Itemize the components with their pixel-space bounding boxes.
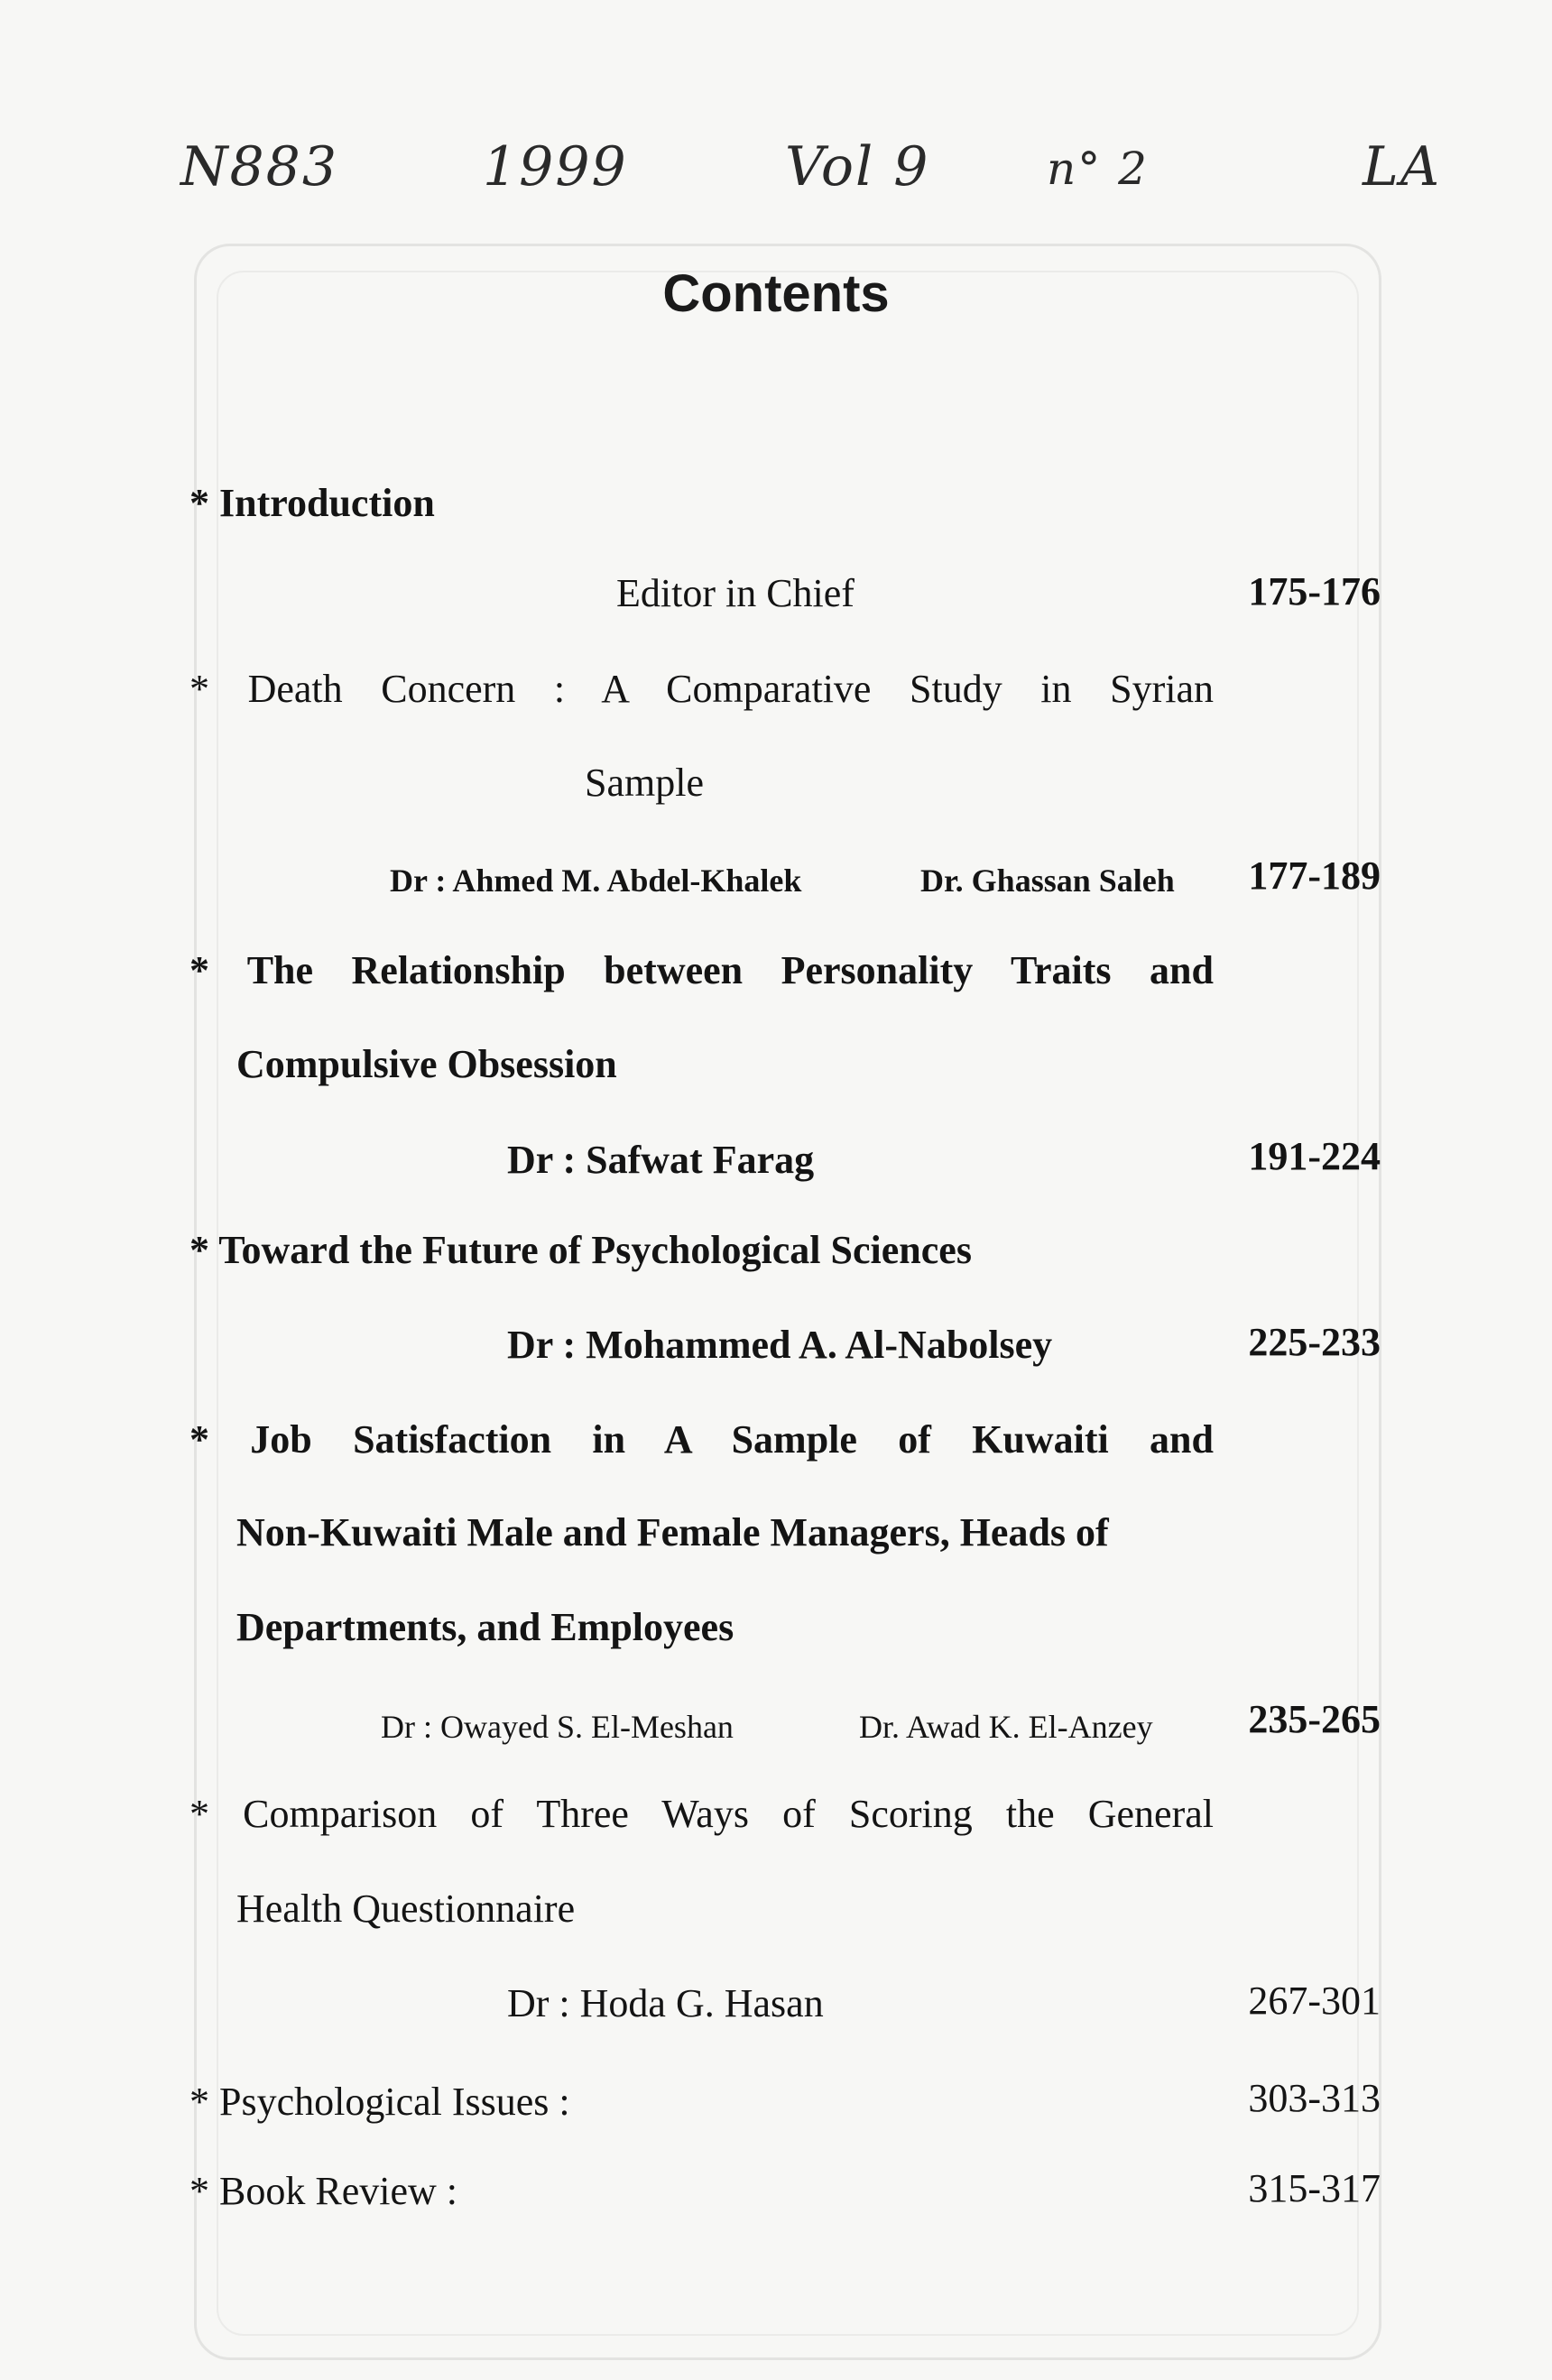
entry-title-line: Compulsive Obsession: [236, 1042, 617, 1086]
handwritten-number: n° 2: [1047, 143, 1149, 195]
entry-author: Dr : Safwat Farag: [507, 1138, 815, 1182]
handwritten-volume: Vol 9: [785, 135, 930, 198]
entry-title-line: * Introduction: [189, 481, 435, 525]
entry-pages: 191-224: [1248, 1134, 1381, 1178]
handwritten-mark: LA: [1363, 135, 1442, 198]
entry-pages: 267-301: [1248, 1979, 1381, 2023]
entry-title-line: Departments, and Employees: [236, 1605, 734, 1649]
entry-author: Dr : Owayed S. El-Meshan: [381, 1709, 734, 1745]
entry-pages: 177-189: [1248, 853, 1381, 898]
entry-title-line: * Book Review :: [189, 2169, 457, 2213]
entry-author: Dr : Mohammed A. Al-Nabolsey: [507, 1323, 1053, 1367]
entry-author: Editor in Chief: [616, 571, 855, 615]
page-title: Contents: [662, 264, 890, 323]
entry-pages: 175-176: [1248, 569, 1381, 613]
entry-title-line: * The Relationship between Personality Traits and: [189, 948, 1214, 992]
entry-author: Dr : Hoda G. Hasan: [507, 1981, 824, 2025]
entry-pages: 303-313: [1248, 2076, 1381, 2120]
entry-title-line: * Toward the Future of Psychological Sciences: [189, 1228, 972, 1272]
entry-title-line: * Job Satisfaction in A Sample of Kuwaiti and: [189, 1417, 1214, 1462]
entry-title-line: Non-Kuwaiti Male and Female Managers, Heads of: [236, 1510, 1109, 1554]
entry-title-line: Sample: [585, 761, 704, 805]
entry-author: Dr. Ghassan Saleh: [920, 863, 1175, 899]
handwritten-year: 1999: [483, 135, 628, 198]
entry-title-line: * Psychological Issues :: [189, 2080, 570, 2124]
entry-pages: 225-233: [1248, 1320, 1381, 1364]
entry-author: Dr. Awad K. El-Anzey: [859, 1709, 1153, 1745]
entry-title-line: * Death Concern : A Comparative Study in Syrian: [189, 667, 1214, 711]
entry-title-line: Health Questionnaire: [236, 1886, 576, 1931]
entry-author: Dr : Ahmed M. Abdel-Khalek: [390, 863, 802, 899]
entry-pages: 235-265: [1248, 1697, 1381, 1741]
entry-title-line: * Comparison of Three Ways of Scoring the General: [189, 1792, 1214, 1836]
handwritten-code: N883: [180, 135, 339, 198]
entry-pages: 315-317: [1248, 2166, 1381, 2210]
